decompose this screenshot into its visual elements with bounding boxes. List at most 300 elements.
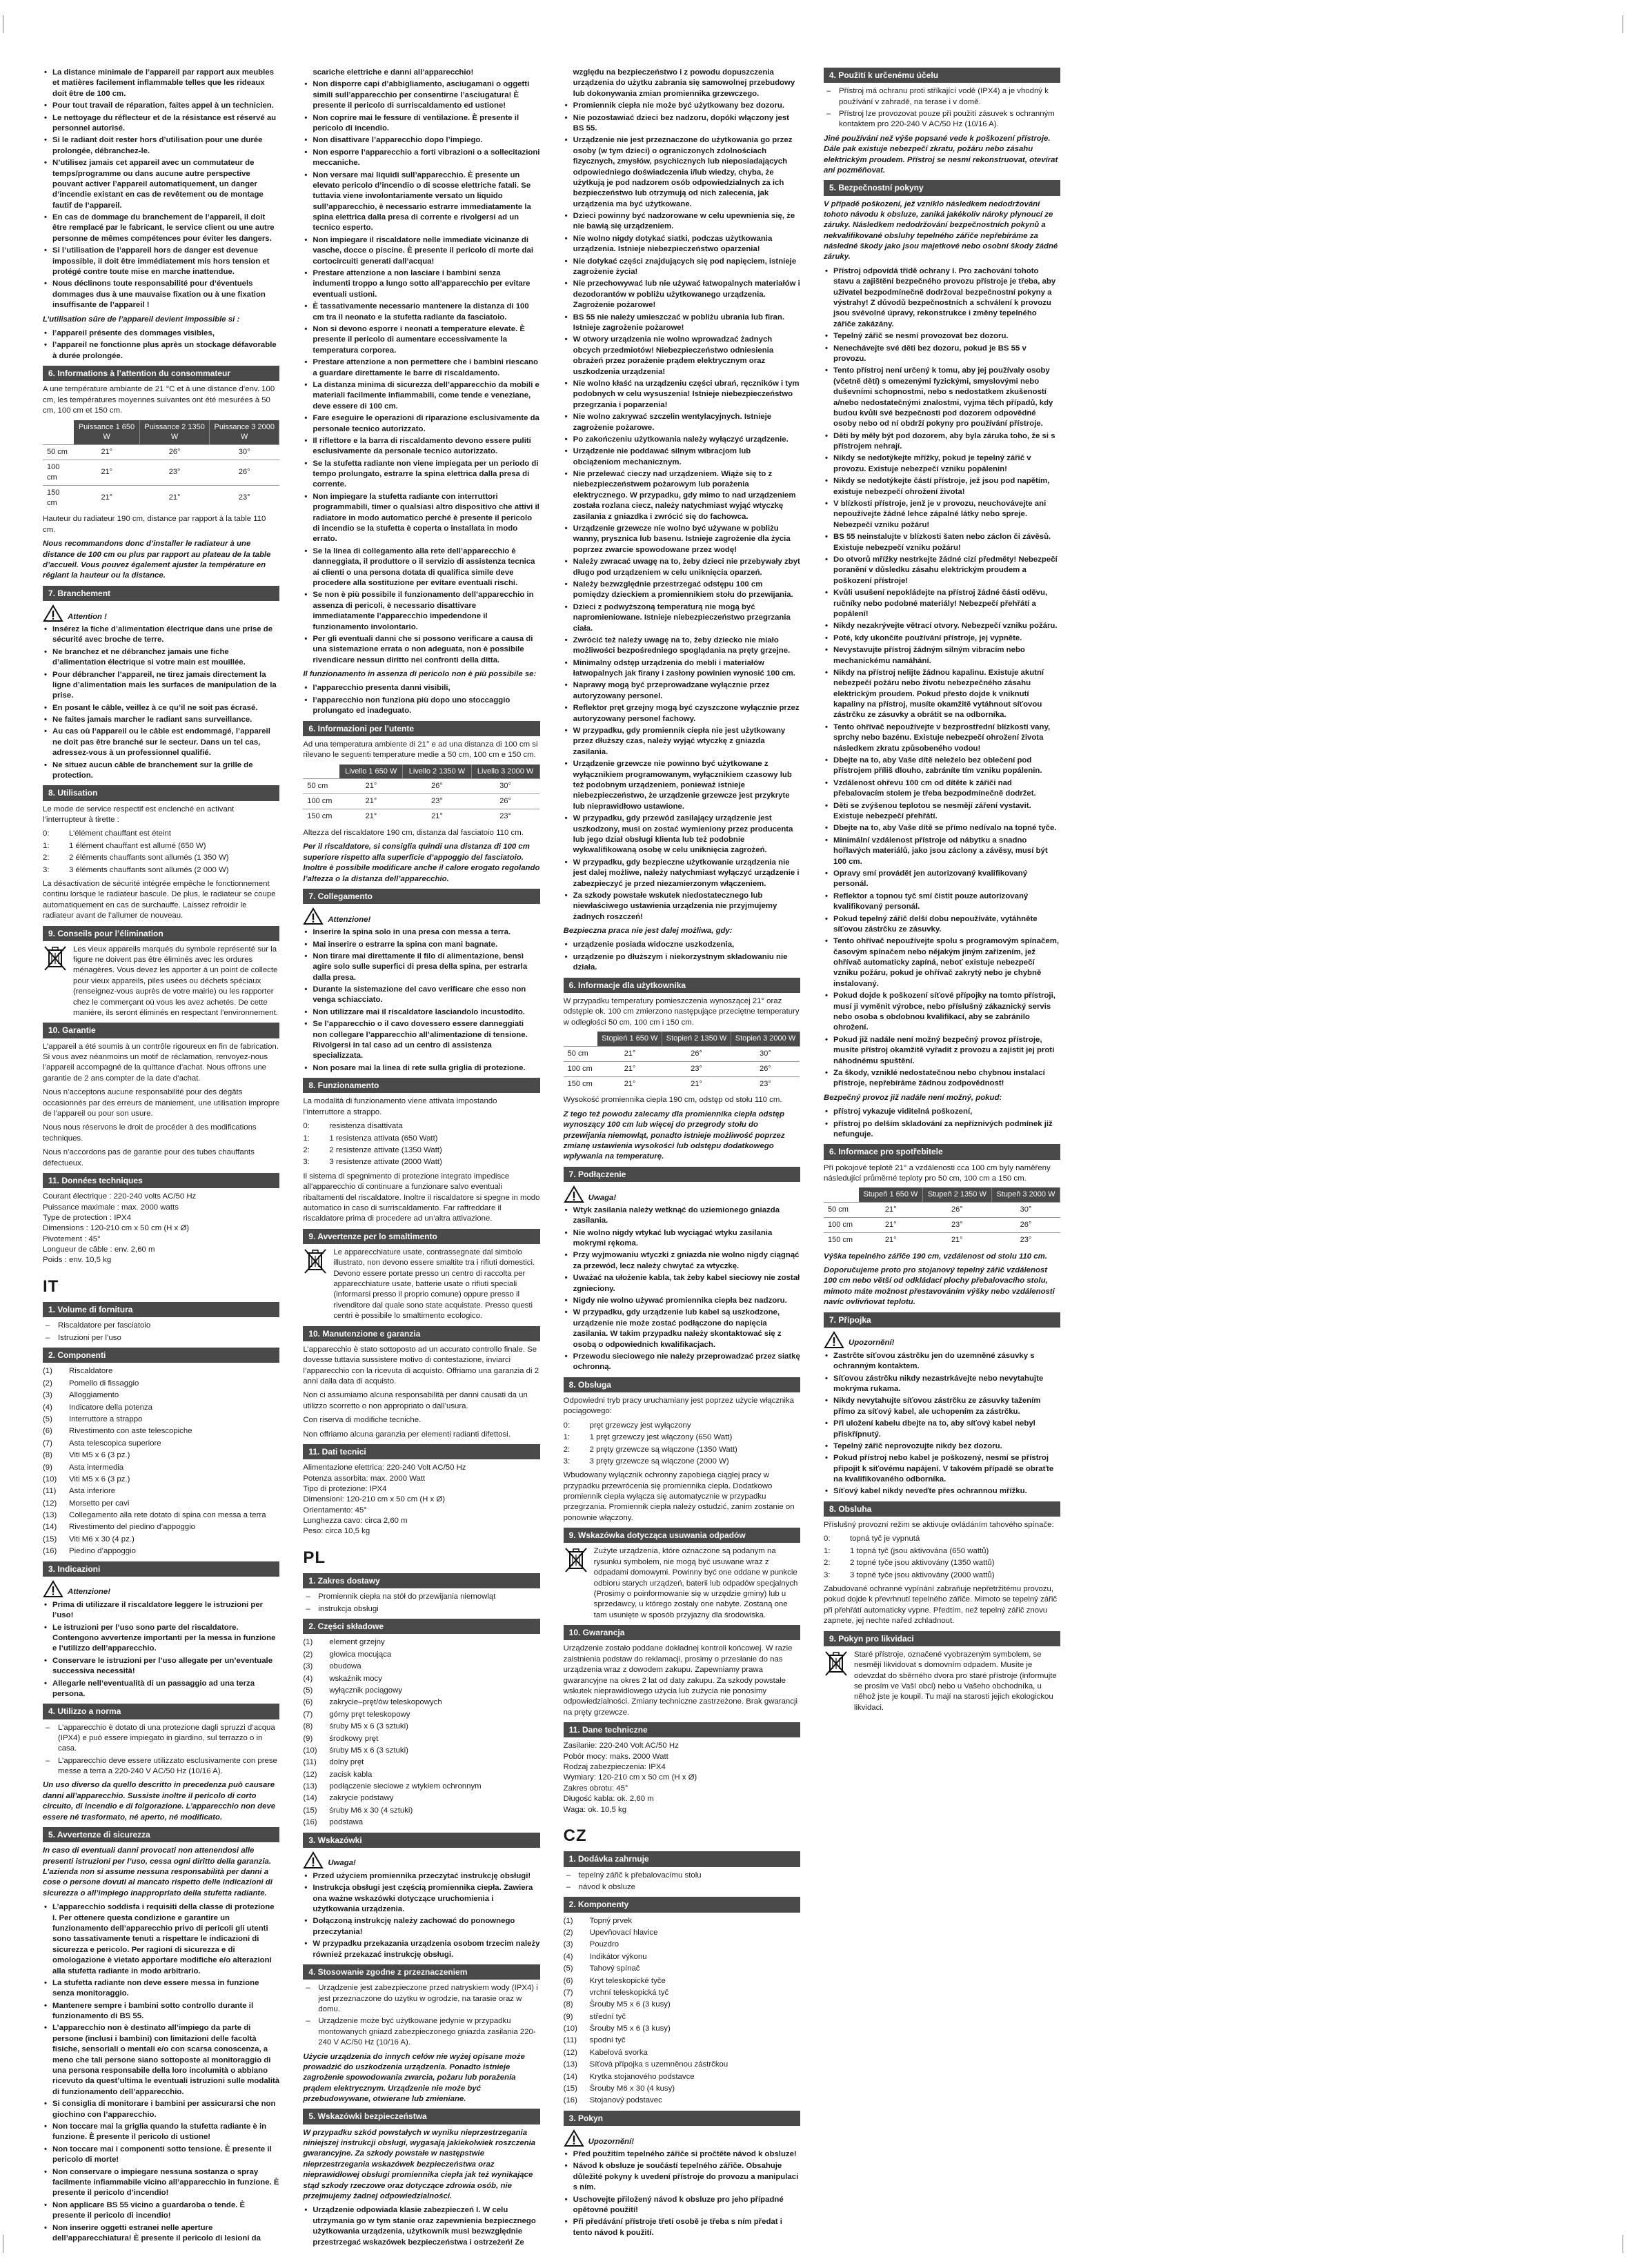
numbered-item: [303, 1817, 539, 1828]
item-text: 2 éléments chauffants sont allumés (1 350 W): [69, 854, 229, 862]
numbered-item: [303, 1661, 539, 1672]
emphasis-note: W przypadku szkód powstałych w wyniku nieprzestrzegania niniejszej instrukcji obsługi, wygasają jakiekolwiek roszczenia gwarancyjne. Za szkody powstałe w następstwie nieprzestrzegania wskazówek bezpieczeństwa oraz nieprawidłowej obsługi promiennika ciepła jak też wynikające stąd szkody rzeczowe oraz dotyczące zdrowia osób, nie przejmujemy żadnej odpowiedzialności.: [303, 2128, 536, 2200]
item-number: (14): [303, 1794, 317, 1803]
item-text: 3 éléments chauffants sont allumés (2 000 W): [69, 865, 229, 874]
section-heading: 3. Wskazówki: [303, 1833, 539, 1848]
bullet-list: [303, 683, 539, 716]
table-header-cell: Stupeň 3 2000 W: [991, 1187, 1060, 1202]
numbered-item: [303, 1650, 539, 1660]
technical-data-line: Peso: circa 10,5 kg: [303, 1527, 370, 1536]
dash-item: – Urządzenie może być użytkowane jedynie w przypadku montowanych gniazd zabezpieczonego gniazda zasilania 220-240 V AC/50 Hz (10/16 A).: [303, 2016, 539, 2048]
technical-data-line: Wymiary: 120-210 cm x 50 cm (H x Ø): [563, 1773, 697, 1782]
section-heading: 2. Komponenty: [564, 1897, 800, 1912]
item-number: (10): [303, 1746, 317, 1755]
bullet-item: • Dbejte na to, aby Vaše dítě se přímo nedívalo na topné tyče.: [824, 823, 1060, 834]
section-heading: 6. Informace pro spotřebitele: [824, 1144, 1060, 1159]
item-number: 2:: [303, 1145, 310, 1154]
table-header-cell: Stupeň 1 650 W: [859, 1187, 923, 1202]
section-heading: 1. Dodávka zahrnuje: [564, 1851, 800, 1866]
emphasis-note: Nous recommandons donc d’installer le radiateur à une distance de 100 cm ou plus par rapport au plateau de la table d’accueil. Vous pouvez également ajuster la température en réglant la hauteur ou la distance.: [43, 540, 271, 580]
item-text: vrchní teleskopická tyč: [589, 1988, 669, 1997]
temperature-table: [824, 1187, 1060, 1247]
bullet-item: • Non disporre capi d’abbigliamento, asciugamani o oggetti simili sull’apparecchio per consentirne l’asciugatura! È presente il pericolo di surriscaldamento ed ustione!: [303, 79, 539, 111]
table-header-cell: [824, 1187, 859, 1202]
item-number: (16): [563, 2096, 577, 2105]
bullet-item: • En posant le câble, veillez à ce qu’il ne soit pas écrasé.: [43, 703, 279, 713]
bullet-item: • Non disattivare l’apparecchio dopo l’impiego.: [303, 135, 539, 146]
warning-label: Attenzione!: [328, 915, 371, 924]
item-text: 3 topné tyče jsou aktivovány (2000 wattů): [849, 1570, 995, 1579]
table-cell: 30°: [210, 445, 279, 460]
bullet-item: • Non esporre l’apparecchio a forti vibrazioni o a sollecitazioni meccaniche.: [303, 148, 539, 169]
table-cell: 100 cm: [43, 460, 74, 486]
bullet-item: • Przewodu sieciowego nie należy przeprowadzać przez siatkę ochronną.: [564, 1352, 800, 1373]
bullet-item: • Nie przechowywać lub nie używać łatwopalnych materiałów i dezodorantów w pobliżu użytkowanego urządzenia. Zagrożenie pożarowe!: [564, 279, 800, 310]
numbered-item: [43, 1546, 279, 1557]
item-text: głowica mocująca: [329, 1650, 392, 1659]
section-heading: 6. Informazioni per l’utente: [303, 721, 539, 736]
technical-data-line: Rodzaj zabezpieczenia: IPX4: [563, 1763, 666, 1772]
bullet-item: • Ne branchez et ne débranchez jamais une fiche d’alimentation électrique si votre main est mouillée.: [43, 647, 279, 669]
bullet-item: • přístroj vykazuje viditelná poškození,: [824, 1107, 1060, 1117]
section-heading: 8. Funzionamento: [303, 1078, 539, 1093]
technical-data-line: Zakres obrotu: 45°: [563, 1784, 628, 1793]
emphasis-note: Výška tepelného zářiče 190 cm, vzdálenost od stolu 110 cm.: [823, 1252, 1047, 1261]
numbered-item: [43, 1535, 279, 1545]
table-cell: 100 cm: [303, 794, 339, 809]
item-text: Indicatore della potenza: [69, 1403, 152, 1412]
item-text: 3 pręty grzewcze są włączone (2000 W): [589, 1457, 729, 1466]
bullet-item: • Nie wolno nigdy wtykać lub wyciągać wtyku zasilania mokrymi rękoma.: [564, 1228, 800, 1250]
bullet-item: • L’apparecchio non è destinato all’impiego da parte di persone (inclusi i bambini) con limitazioni delle facoltà fisiche, sensoriali o mentali e/o con scarsa conoscenza, a meno che tali persone siano sottoposte al monitoraggio di una persona responsabile della loro incolumità o abbiano ricevuto da quest’ultima le eventuali istruzioni sulle modalità di funzionamento dell’apparecchio.: [43, 2023, 279, 2098]
numbered-item: [564, 2024, 800, 2034]
item-text: Collegamento alla rete dotato di spina con messa a terra: [69, 1511, 266, 1520]
item-number: (2): [43, 1379, 52, 1388]
bullet-item: • Nie przelewać cieczy nad urządzeniem. Wiąże się to z niebezpieczeństwem pożarowym lub porażenia elektrycznego. W przypadku, gdy mimo to nad urządzeniem została rozlana ciecz, należy natychmiast wyjąć wtyczkę zasilania z gniazdka i zwrócić się do fachowca.: [564, 469, 800, 522]
bullet-item: • l’apparecchio presenta danni visibili,: [303, 683, 539, 693]
section-heading: 8. Obsluha: [824, 1501, 1060, 1517]
numbered-item: [303, 1746, 539, 1756]
bullet-item: • urządzenie po dłuższym i niekorzystnym składowaniu nie działa.: [564, 952, 800, 974]
table-header-cell: Stupeň 2 1350 W: [923, 1187, 992, 1202]
bullet-item: • Si le radiant doit rester hors d’utilisation pour une durée prolongée, débranchez-le.: [43, 135, 279, 157]
table-cell: 23°: [403, 794, 471, 809]
table-cell: 23°: [731, 1076, 800, 1091]
bullet-item: • Per gli eventuali danni che si possono verificare a causa di una sistemazione errata o non adeguata, non è possibile rivendicare nessun diritto nei confronti della ditta.: [303, 634, 539, 666]
warning-triangle-icon: [43, 604, 63, 622]
disposal-text: Le apparecchiature usate, contrassegnate dal simbolo illustrato, non devono essere smaltite tra i rifiuti domestici. Devono essere portate presso un centro di raccolta per apparecchiature usate, batterie usate o rifiuti speciali (informarsi presso il proprio comune) oppure presso il rivenditore dal quale sono state acquistate. Presso questi centri è possibile lo smaltimento ecologico.: [333, 1248, 535, 1321]
table-cell: 21°: [74, 445, 140, 460]
numbered-item: [564, 2000, 800, 2010]
dash-item: – tepelný zářič k přebalovacímu stolu: [564, 1871, 800, 1881]
numbered-item: [564, 1940, 800, 1950]
bullet-item: • Mantenere sempre i bambini sotto controllo durante il funzionamento di BS 55.: [43, 2001, 279, 2022]
item-number: 3:: [43, 865, 50, 874]
numbered-item: [824, 1558, 1060, 1568]
bullet-item: • Non utilizzare mai il riscaldatore lasciandolo incustodito.: [303, 1007, 539, 1018]
paragraph: Při pokojové teplotě 21° a vzdálenosti cca 100 cm byly naměřeny následující průměrné teploty pro 50 cm, 100 cm a 150 cm.: [823, 1163, 1051, 1183]
bullet-item: • l’appareil ne fonctionne plus après un stockage défavorable à durée prolongée.: [43, 340, 279, 362]
table-cell: 21°: [859, 1232, 923, 1247]
bullet-item: • Non versare mai liquidi sull’apparecchio. È presente un elevato pericolo d’incendio o di scosse elettriche fatali. Se tuttavia viene involontariamente versato un liquido sull’apparecchio, è necessario estrarre immediatamente la spina elettrica dalla presa di corrente e rivolgersi ad un tecnico esperto.: [303, 170, 539, 234]
bullet-item: • Vzdálenost ohřevu 100 cm od dítěte k zářiči nad přebalovacím stolem je třeba bezpodmínečně dodržet.: [824, 778, 1060, 800]
item-text: dolny pręt: [329, 1758, 364, 1767]
table-cell: 23°: [923, 1217, 992, 1232]
table-row: [43, 460, 279, 486]
numbered-item: [824, 1534, 1060, 1544]
item-text: środkowy pręt: [329, 1734, 379, 1743]
bullet-item: • Urządzenie nie jest przeznaczone do użytkowania go przez osoby (w tym dzieci) o ograniczonych zdolnościach fizycznych, zmysłów, psychicznych lub nieposiadających odpowiedniego doświadczenia i/lub wiedzy, chyba, że użytkują je pod nadzorem osób odpowiedzialnych za ich bezpieczeństwo lub otrzymują od nich zalecenia, jak urządzenia ma być użytkowane.: [564, 135, 800, 210]
bullet-item: • Opravy smí provádět jen autorizovaný kvalifikovaný personál.: [824, 869, 1060, 890]
numbered-item: [824, 1570, 1060, 1581]
numbered-item: [564, 2035, 800, 2046]
bullet-item: • Za škody, vzniklé nedostatečnou nebo chybnou instalací přístroje, nepřebíráme žádnou zodpovědnost!: [824, 1068, 1060, 1089]
bullet-list: [824, 1107, 1060, 1140]
item-number: (11): [43, 1487, 57, 1496]
numbered-item: [43, 1499, 279, 1509]
item-text: Šrouby M6 x 30 (4 kusy): [589, 2084, 675, 2093]
bullet-list: [564, 1205, 800, 1373]
item-number: 3:: [563, 1457, 571, 1466]
item-number: (2): [303, 1650, 313, 1659]
numbered-item: [564, 2060, 800, 2070]
warning-label: Uwaga!: [588, 1193, 617, 1202]
numbered-item: [43, 841, 279, 851]
bullet-item: • W otwory urządzenia nie wolno wprowadzać żadnych obcych przedmiotów! Niebezpieczeństwo odniesienia obrażeń przez porażenie prądem elektrycznym oraz uszkodzenia urządzenia!: [564, 335, 800, 377]
item-number: (9): [563, 2012, 573, 2021]
warning-callout: [303, 1851, 539, 1869]
item-number: (7): [43, 1439, 52, 1448]
bullet-item: • Síťovou zástrčku nikdy nezastrkávejte nebo nevytahujte mokrýma rukama.: [824, 1374, 1060, 1395]
item-text: spodní tyč: [589, 2036, 626, 2045]
table-header-row: [43, 420, 279, 445]
numbered-item: [43, 853, 279, 863]
section-heading: 5. Avvertenze di sicurezza: [43, 1827, 279, 1842]
table-cell: 21°: [403, 809, 471, 824]
item-number: (4): [43, 1403, 52, 1412]
bullet-item: • La distanza minima di sicurezza dell’apparecchio da mobili e materiali facilmente infiammabili, come tende e veneziane, deve essere di 100 cm.: [303, 380, 539, 412]
bullet-item: • Pour débrancher l’appareil, ne tirez jamais directement la ligne d’alimentation mais les surfaces de manipulation de la prise.: [43, 670, 279, 702]
bullet-item: • Należy zwracać uwagę na to, żeby dzieci nie przebywały zbyt długo pod urządzeniem w celu uniknięcia oparzeń.: [564, 557, 800, 578]
item-text: Pouzdro: [589, 1940, 619, 1949]
item-text: Piedino d’appoggio: [69, 1547, 136, 1556]
table-header-cell: Puissance 2 1350 W: [140, 420, 210, 445]
section-heading: 8. Obsługa: [564, 1377, 800, 1392]
bullet-item: • Wtyk zasilania należy wetknąć do uziemionego gniazda zasilania.: [564, 1205, 800, 1227]
bullet-list: [43, 624, 279, 781]
item-number: 0:: [563, 1421, 571, 1430]
table-row: [43, 445, 279, 460]
emphasis-note: Jiné používání než výše popsané vede k poškození přístroje. Dále pak existuje nebezpečí zkratu, požáru nebo zásahu elektrickým proudem. Přístroj se nesmí rekonstruovat, otevírat ani pozměňovat.: [823, 134, 1058, 175]
item-number: (6): [563, 1976, 573, 1985]
warning-triangle-icon: [564, 1185, 584, 1203]
item-number: (7): [303, 1710, 313, 1719]
numbered-item: [303, 1806, 539, 1816]
bullet-item: • Nie dotykać części znajdujących się pod napięciem, istnieje zagrożenie życia!: [564, 257, 800, 278]
bullet-item: • Conservare le istruzioni per l’uso allegate per un’eventuale successiva necessità!: [43, 1656, 279, 1677]
table-cell: 23°: [991, 1232, 1060, 1247]
item-text: 2 pręty grzewcze są włączone (1350 Watt): [589, 1445, 737, 1454]
paragraph: L’appareil a été soumis à un contrôle rigoureux en fin de fabrication. Si vous avez néanmoins un motif de réclamation, renvoyez-nous l’appareil accompagné de la quittance d’achat. Nous offrons une garantie de 2 ans compter de la date d’achat.: [43, 1042, 279, 1083]
item-number: (8): [43, 1451, 52, 1460]
numbered-item: [303, 1697, 539, 1708]
warning-callout: [43, 604, 279, 622]
section-heading: 9. Wskazówka dotycząca usuwania odpadów: [564, 1528, 800, 1543]
item-text: podłączenie sieciowe z wtykiem ochronnym: [329, 1782, 482, 1791]
item-text: górny pręt teleskopowy: [329, 1710, 410, 1719]
item-text: wyłącznik pociągowy: [329, 1686, 403, 1695]
table-header-cell: Stopień 1 650 W: [597, 1032, 662, 1046]
numbered-item: [43, 1403, 279, 1413]
bullet-item: • Urządzenie grzewcze nie powinno być użytkowane z wyłącznikiem programowanym, wyłącznikiem czasowy lub też podobnym urządzeniem, ponieważ istnieje niebezpieczeństwo, że urządzenie grzewcze jest przykryte lub nieprawidłowo ustawione.: [564, 759, 800, 812]
technical-data: [564, 1741, 800, 1815]
table-header-cell: Stopień 3 2000 W: [731, 1032, 800, 1046]
bullet-item: • Uważać na ułożenie kabla, tak żeby kabel sieciowy nie został zgnieciony.: [564, 1273, 800, 1294]
warning-label: Attenzione!: [68, 1588, 111, 1597]
numbered-item: [303, 1757, 539, 1768]
emphasis-note: Bezpečný provoz již nadále není možný, pokud:: [823, 1093, 1002, 1102]
bullet-item: • Naprawy mogą być przeprowadzane wyłącznie przez autoryzowany personel.: [564, 680, 800, 702]
numbered-item: [564, 1421, 800, 1431]
numbered-item: [43, 1439, 279, 1449]
bullet-item: • Tento přístroj není určený k tomu, aby jej používaly osoby (včetně dětí) s omezenými fyzickými, smyslovými nebo duševními schopnostmi, nebo s nedostatkem zkušeností a/nebo nedostatečnými znalostmi, vyjma těch případů, kdy budou kvůli své bezpečnosti pod dozorem odpovědné osoby nebo od ní obdrží pokyny pro používání přístroje.: [824, 366, 1060, 429]
bullet-item: • W przypadku przekazania urządzenia osobom trzecim należy również przekazać instrukcję obsługi.: [303, 1939, 539, 1960]
item-number: (4): [303, 1674, 313, 1683]
bullet-item: • Nie wolno nigdy dotykać siatki, podczas użytkowania urządzenia. Istnieje niebezpieczeństwo oparzenia!: [564, 234, 800, 255]
numbered-item: [303, 1770, 539, 1780]
numbered-item: [43, 1366, 279, 1377]
section-heading: 10. Gwarancja: [564, 1625, 800, 1640]
numbered-item: [303, 1734, 539, 1744]
bullet-item: • Za szkody powstałe wskutek niedostatecznego lub niewłaściwego ustawienia urządzenia nie przyjmujemy żadnych roszczeń!: [564, 891, 800, 923]
item-number: 2:: [563, 1445, 571, 1454]
table-cell: 26°: [662, 1046, 731, 1061]
item-number: (11): [303, 1758, 317, 1767]
table-cell: 23°: [662, 1061, 731, 1076]
bullet-item: • Návod k obsluze je součástí tepelného zářiče. Obsahuje důležité pokyny k uvedení přístroje do provozu a manipulaci s ním.: [564, 2161, 800, 2193]
paragraph: Příslušný provozní režim se aktivuje ovládáním tahového spínače:: [823, 1521, 1054, 1530]
table-header-row: [564, 1032, 800, 1046]
table-row: [303, 794, 539, 809]
table-cell: 21°: [859, 1217, 923, 1232]
bullet-item: • Dzieci powinny być nadzorowane w celu upewnienia się, że nie bawią się urządzeniem.: [564, 211, 800, 233]
paragraph: Nous n’accordons pas de garantie pour des tubes chauffants défectueux.: [43, 1148, 255, 1167]
disposal-text: Zużyte urządzenia, które oznaczone są podanym na rysunku symbolem, nie mogą być usuwane wraz z odpadami domowymi. Powinny być one oddane w punkcie odbioru starych urządzeń, baterii lub odpadów specjalnych (Prosimy o poinformowanie się w urzędzie gminy) lub u sprzedawcy, u którego zostały one nabyte. Zostaną one tam usunięte w sposób przyjazny dla środowiska.: [593, 1547, 798, 1619]
bullet-item: • Urządzenie odpowiada klasie zabezpieczeń I. W celu utrzymania go w tym stanie oraz zapewnienia bezpiecznego użytkowania urządzenia, użytkownik musi bezwzględnie przestrzegać wskazówek bezpieczeństwa i ostrzeżeń! Ze względu na bezpieczeństwo i z powodu dopuszczenia urządzenia do użytku zabrania się samowolnej przebudowy lub dokonywania zmian promiennika grzewczego.: [303, 68, 800, 2248]
bullet-item: • Inserire la spina solo in una presa con messa a terra.: [303, 927, 539, 938]
item-text: 1 resistenza attivata (650 Watt): [329, 1134, 438, 1143]
bullet-item: • Pour tout travail de réparation, faites appel à un technicien.: [43, 101, 279, 111]
bullet-item: • Le istruzioni per l’uso sono parte del riscaldatore. Contengono avvertenze importanti per la messa in funzione e l’utilizzo dell’apparecchio.: [43, 1623, 279, 1655]
numbered-item: [303, 1674, 539, 1684]
bullet-item: • Se la linea di collegamento alla rete dell’apparecchio è danneggiata, il produttore o il servizio di assistenza tecnica ai clienti o una persona dotata di qualifica simile deve procedere alla sostituzione per evitare eventuali rischi.: [303, 546, 539, 589]
paragraph: L’apparecchio è stato sottoposto ad un accurato controllo finale. Se dovesse tuttavia sussistere motivo di contestazione, inviarci l’apparecchio con la ricevuta di acquisto. Offriamo una garanzia di 2 anni dalla data di acquisto.: [303, 1345, 539, 1386]
disposal-note: [303, 1248, 539, 1322]
numbered-list: [43, 829, 279, 876]
dash-list: [303, 1983, 539, 2048]
table-cell: 21°: [597, 1076, 662, 1091]
item-number: (13): [563, 2060, 577, 2069]
technical-data-line: Waga: ok. 10,5 kg: [563, 1805, 627, 1814]
table-header-cell: [43, 420, 74, 445]
dash-list: [303, 1592, 539, 1615]
language-title: IT: [43, 1276, 59, 1296]
item-number: (3): [43, 1391, 52, 1400]
numbered-item: [43, 1426, 279, 1437]
table-cell: 100 cm: [824, 1217, 859, 1232]
section-heading: 9. Pokyn pro likvidaci: [824, 1631, 1060, 1646]
item-text: 2 topné tyče jsou aktivovány (1350 wattů): [849, 1559, 995, 1568]
table-header-cell: [303, 765, 339, 779]
item-number: (2): [563, 1928, 573, 1937]
item-number: 1:: [303, 1134, 310, 1143]
warning-label: Uwaga!: [328, 1859, 356, 1868]
item-text: Síťová přípojka s uzemněnou zástrčkou: [589, 2060, 728, 2069]
item-number: (7): [563, 1988, 573, 1997]
bullet-list: [43, 1600, 279, 1700]
dash-list: [43, 1321, 279, 1343]
numbered-item: [43, 1510, 279, 1521]
item-text: Krytka stojanového podstavce: [589, 2072, 695, 2081]
section-heading: 10. Garantie: [43, 1023, 279, 1038]
bullet-item: • Kvůli usušení nepokládejte na přístroj žádné části oděvu, ručníky nebo podobné materiály! Nebezpečí přehřátí a popálení!: [824, 588, 1060, 620]
emphasis-note: Użycie urządzenia do innych celów nie wyżej opisane może prowadzić do uszkodzenia urządzenia. Ponadto istnieje zagrożenie spowodowania zwarcia, pożaru lub porażenia prądem elektrycznym. Urządzenie nie może być przebudowywane, otwierane lub zmieniane.: [303, 2052, 525, 2104]
item-text: śruby M6 x 30 (4 sztuki): [329, 1806, 413, 1815]
bullet-item: • Non toccare mai la griglia quando la stufetta radiante è in funzione. È presente il pericolo di ustione!: [43, 2122, 279, 2143]
numbered-item: [564, 1432, 800, 1443]
table-cell: 21°: [339, 809, 403, 824]
table-header-cell: Livello 1 650 W: [339, 765, 403, 779]
item-text: Kabelová svorka: [589, 2048, 648, 2057]
section-heading: 9. Conseils pour l’élimination: [43, 926, 279, 941]
bullet-item: • V blízkosti přístroje, jenž je v provozu, neuchovávejte ani nepoužívejte žádné lehce zápalné látky nebo spreje. Nebezpečí vzniku požáru!: [824, 499, 1060, 531]
bullet-item: • Il riflettore e la barra di riscaldamento devono essere puliti esclusivamente da personale tecnico autorizzato.: [303, 436, 539, 457]
disposal-note: [43, 945, 279, 1019]
item-number: (15): [43, 1535, 57, 1544]
item-text: 1 topná tyč (jsou aktivována (650 wattů): [849, 1546, 989, 1555]
table-cell: 21°: [662, 1076, 731, 1091]
bullet-item: • Pokud tepelný zářič delší dobu nepoužíváte, vytáhněte síťovou zástrčku ze zásuvky.: [824, 914, 1060, 936]
table-row: [43, 485, 279, 510]
bullet-item: • Zastrčte síťovou zástrčku jen do uzemněné zásuvky s ochranným kontaktem.: [824, 1351, 1060, 1372]
bullet-item: • Nie wolno kłaść na urządzeniu części ubrań, ręczników i tym podobnych w celu wysuszenia! Istnieje niebezpieczeństwo przegrzania i poparzenia!: [564, 379, 800, 411]
item-text: 1 pręt grzewczy jest włączony (650 Watt): [589, 1433, 733, 1442]
bullet-item: • W przypadku, gdy promiennik ciepła nie jest użytkowany przez dłuższy czas, należy wyjąć wtyczkę z gniazda zasilania.: [564, 726, 800, 758]
item-number: (13): [43, 1511, 57, 1520]
item-text: śruby M5 x 6 (3 sztuki): [329, 1746, 408, 1755]
item-number: 3:: [823, 1570, 831, 1579]
item-text: 1 élément chauffant est allumé (650 W): [69, 841, 206, 850]
table-row: [824, 1232, 1060, 1247]
bullet-item: • Přístroj odpovídá třídě ochrany I. Pro zachování tohoto stavu a zajištění bezpečného provozu přístroje je třeba, aby uživatel bezpodmínečně dodržoval bezpečnostní pokyny a výstrahy! Z důvodů bezpečnostních a schválení k provozu jsou svévolné úpravy, rekonstrukce i změny tepelného zářiče zakázány.: [824, 266, 1060, 330]
item-number: (16): [43, 1547, 57, 1556]
paragraph: Wbudowany wyłącznik ochronny zapobiega ciągłej pracy w przypadku przewrócenia się promiennika ciepła. Dodatkowo promiennik ciepła wyłącza się automatycznie w przypadku przegrzania. Promiennik ciepła należy ostudzić, zanim zostanie on ponownie włączony.: [563, 1471, 795, 1522]
bullet-item: • Pokud již nadále není možný bezpečný provoz přístroje, musíte přístroj okamžitě vyřadit z provozu a zajistit jej proti náhodnému spuštění.: [824, 1035, 1060, 1067]
item-number: (5): [563, 1964, 573, 1973]
item-number: 1:: [563, 1433, 571, 1442]
crossed-bin-icon: [303, 1248, 328, 1275]
table-cell: 26°: [210, 460, 279, 486]
bullet-item: • Nigdy nie wolno używać promiennika ciepła bez nadzoru.: [564, 1296, 800, 1306]
temperature-table: [564, 1032, 800, 1091]
item-number: (8): [303, 1722, 313, 1731]
item-text: Alloggiamento: [69, 1391, 119, 1400]
item-number: (12): [563, 2048, 577, 2057]
item-text: Indikátor výkonu: [589, 1952, 647, 1961]
manual-page: [43, 68, 1581, 2248]
item-text: 2 resistenze attivate (1350 Watt): [329, 1145, 442, 1154]
bullet-item: • Nie pozostawiać dzieci bez nadzoru, dopóki włączony jest BS 55.: [564, 113, 800, 135]
emphasis-note: V případě poškození, jež vzniklo následkem nedodržování tohoto návodu k obsluze, zaniká jakékoliv nároky plynoucí ze záruky. Následkem nedodržování bezpečnostních pokynů a nekvalifikované obsluhy tepelného zářiče nepřebíráme za následné škody jako jsou majetkové nebo osobní škody žádné záruky.: [823, 199, 1058, 262]
numbered-item: [564, 1916, 800, 1926]
table-header-cell: Puissance 1 650 W: [74, 420, 140, 445]
technical-data-line: Dimensions : 120-210 cm x 50 cm (H x Ø): [43, 1224, 190, 1233]
warning-triangle-icon: [43, 1580, 63, 1598]
item-text: Morsetto per cavi: [69, 1499, 130, 1508]
bullet-list: [43, 68, 279, 311]
numbered-item: [303, 1722, 539, 1732]
warning-callout: [564, 2129, 800, 2147]
table-header-row: [824, 1187, 1060, 1202]
paragraph: Odpowiedni tryb pracy uruchamiany jest poprzez użycie włącznika pociągowego:: [563, 1396, 794, 1416]
warning-callout: [564, 1185, 800, 1203]
technical-data-line: Potenza assorbita: max. 2000 Watt: [303, 1474, 426, 1483]
bullet-item: • Tento ohřívač nepoužívejte spolu s programovým spínačem, časovým spínačem nebo nějakým jiným zařízením, jež ohřívač automaticky zapíná, neboť existuje nebezpečí vzniku požáru, pokud je ohřívač zakrytý nebo je chybně instalovaný.: [824, 936, 1060, 989]
item-number: 0:: [303, 1122, 310, 1131]
paragraph: Urządzenie zostało poddane dokładnej kontroli końcowej. W razie zaistnienia podstaw do reklamacji, prosimy o przesłanie do nas urządzenia wraz z dowodem zakupu. Zapewniamy prawa gwarancyjne na okres 2 lat od daty zakupu. Za szkody powstałe wskutek nieprawidłowego użycia lub zużycia nie ponosimy odpowiedzialności. Zmiany techniczne zastrzeżone. Brak gwarancji na pręty grzewcze.: [563, 1644, 798, 1717]
section-heading: 8. Utilisation: [43, 785, 279, 800]
bullet-item: • Non coprire mai le fessure di ventilazione. È presente il pericolo di incendio.: [303, 113, 539, 135]
disposal-text: Staré přístroje, označené vyobrazeným symbolem, se nesmějí likvidovat s domovním odpadem. Musíte je odevzdat do sběrného dvora pro staré přístroje (informujte se prosím ve Vaší obci) nebo u Vašeho obchodníka, u něhož jste je koupil. Tu mají na starosti jejich ekologickou likvidaci.: [853, 1650, 1057, 1712]
bullet-item: • Nous déclinons toute responsabilité pour d’éventuels dommages dus à une mauvaise fixation ou à une fixation insuffisante de l’appareil !: [43, 279, 279, 310]
item-number: (5): [43, 1414, 52, 1423]
numbered-list: [564, 1916, 800, 2107]
item-number: (4): [563, 1952, 573, 1961]
item-number: (11): [563, 2036, 577, 2045]
technical-data-line: Puissance maximale : max. 2000 watts: [43, 1203, 179, 1212]
item-number: (9): [303, 1734, 313, 1743]
bullet-item: • Se non è più possibile il funzionamento dell’apparecchio in assenza di pericoli, è necessario disattivare immediatamente l’apparecchio impedendone il funzionamento involontario.: [303, 590, 539, 633]
emphasis-note: In caso di eventuali danni provocati non attenendosi alle presenti istruzioni per l’uso, cessa ogni diritto della garanzia. L’azienda non si assume nessuna responsabilità per danni a cose o persone dovuti al mancato rispetto delle indicazioni di sicurezza o all’impiego inappropriato della stufetta radiante.: [43, 1846, 272, 1897]
table-cell: 50 cm: [43, 445, 74, 460]
technical-data-line: Longueur de câble : env. 2,60 m: [43, 1245, 155, 1254]
table-row: [824, 1203, 1060, 1218]
numbered-item: [564, 2084, 800, 2094]
item-number: 0:: [43, 829, 50, 838]
numbered-item: [43, 1486, 279, 1497]
bullet-item: • Dbejte na to, aby Vaše dítě neleželo bez oblečení pod přístrojem příliš dlouho, zabráníte tím vzniku popálenin.: [824, 756, 1060, 777]
table-cell: 150 cm: [303, 809, 339, 824]
item-text: śruby M5 x 6 (3 sztuki): [329, 1722, 408, 1731]
item-text: podstawa: [329, 1818, 364, 1827]
numbered-item: [824, 1546, 1060, 1557]
paragraph: Non ci assumiamo alcuna responsabilità per danni causati da un utilizzo scorretto o non appropriato o dall’usura.: [303, 1391, 528, 1410]
emphasis-note: Il funzionamento in assenza di pericolo non è più possibile se:: [303, 670, 537, 679]
dash-item: – L’apparecchio è dotato di una protezione dagli spruzzi d’acqua (IPX4) e può essere impiegato in giardino, sul terrazzo o in casa.: [43, 1723, 279, 1755]
item-text: Asta intermedia: [69, 1463, 124, 1472]
section-heading: 6. Informations à l’attention du consommateur: [43, 366, 279, 381]
item-number: (3): [303, 1662, 313, 1671]
paragraph: La modalità di funzionamento viene attivata impostando l’interruttore a strappo.: [303, 1097, 497, 1116]
technical-data-line: Type de protection : IPX4: [43, 1213, 131, 1222]
bullet-item: • Minimální vzdálenost přístroje od nábytku a snadno hořlavých materiálů, jako jsou záclony a závěsy, musí být 100 cm.: [824, 836, 1060, 867]
disposal-text: Les vieux appareils marqués du symbole représenté sur la figure ne doivent pas être éliminés avec les ordures ménagères. Vous devez les apporter à un point de collecte pour vieux appareils, piles usées ou déchets spéciaux (renseignez-vous auprès de votre mairie) ou les rapporter chez le commerçant où vous les avez achetés. De cette manière, ils seront éliminés en respectant l’environnement.: [73, 945, 278, 1018]
numbered-item: [303, 1157, 539, 1167]
language-title: PL: [303, 1548, 326, 1567]
item-text: Rivestimento del piedino d’appoggio: [69, 1523, 196, 1532]
bullet-item: • Minimalny odstęp urządzenia do mebli i materiałów łatwopalnych jak firany i zasłony powinien wynosić 100 cm.: [564, 658, 800, 680]
section-heading: 7. Přípojka: [824, 1312, 1060, 1328]
